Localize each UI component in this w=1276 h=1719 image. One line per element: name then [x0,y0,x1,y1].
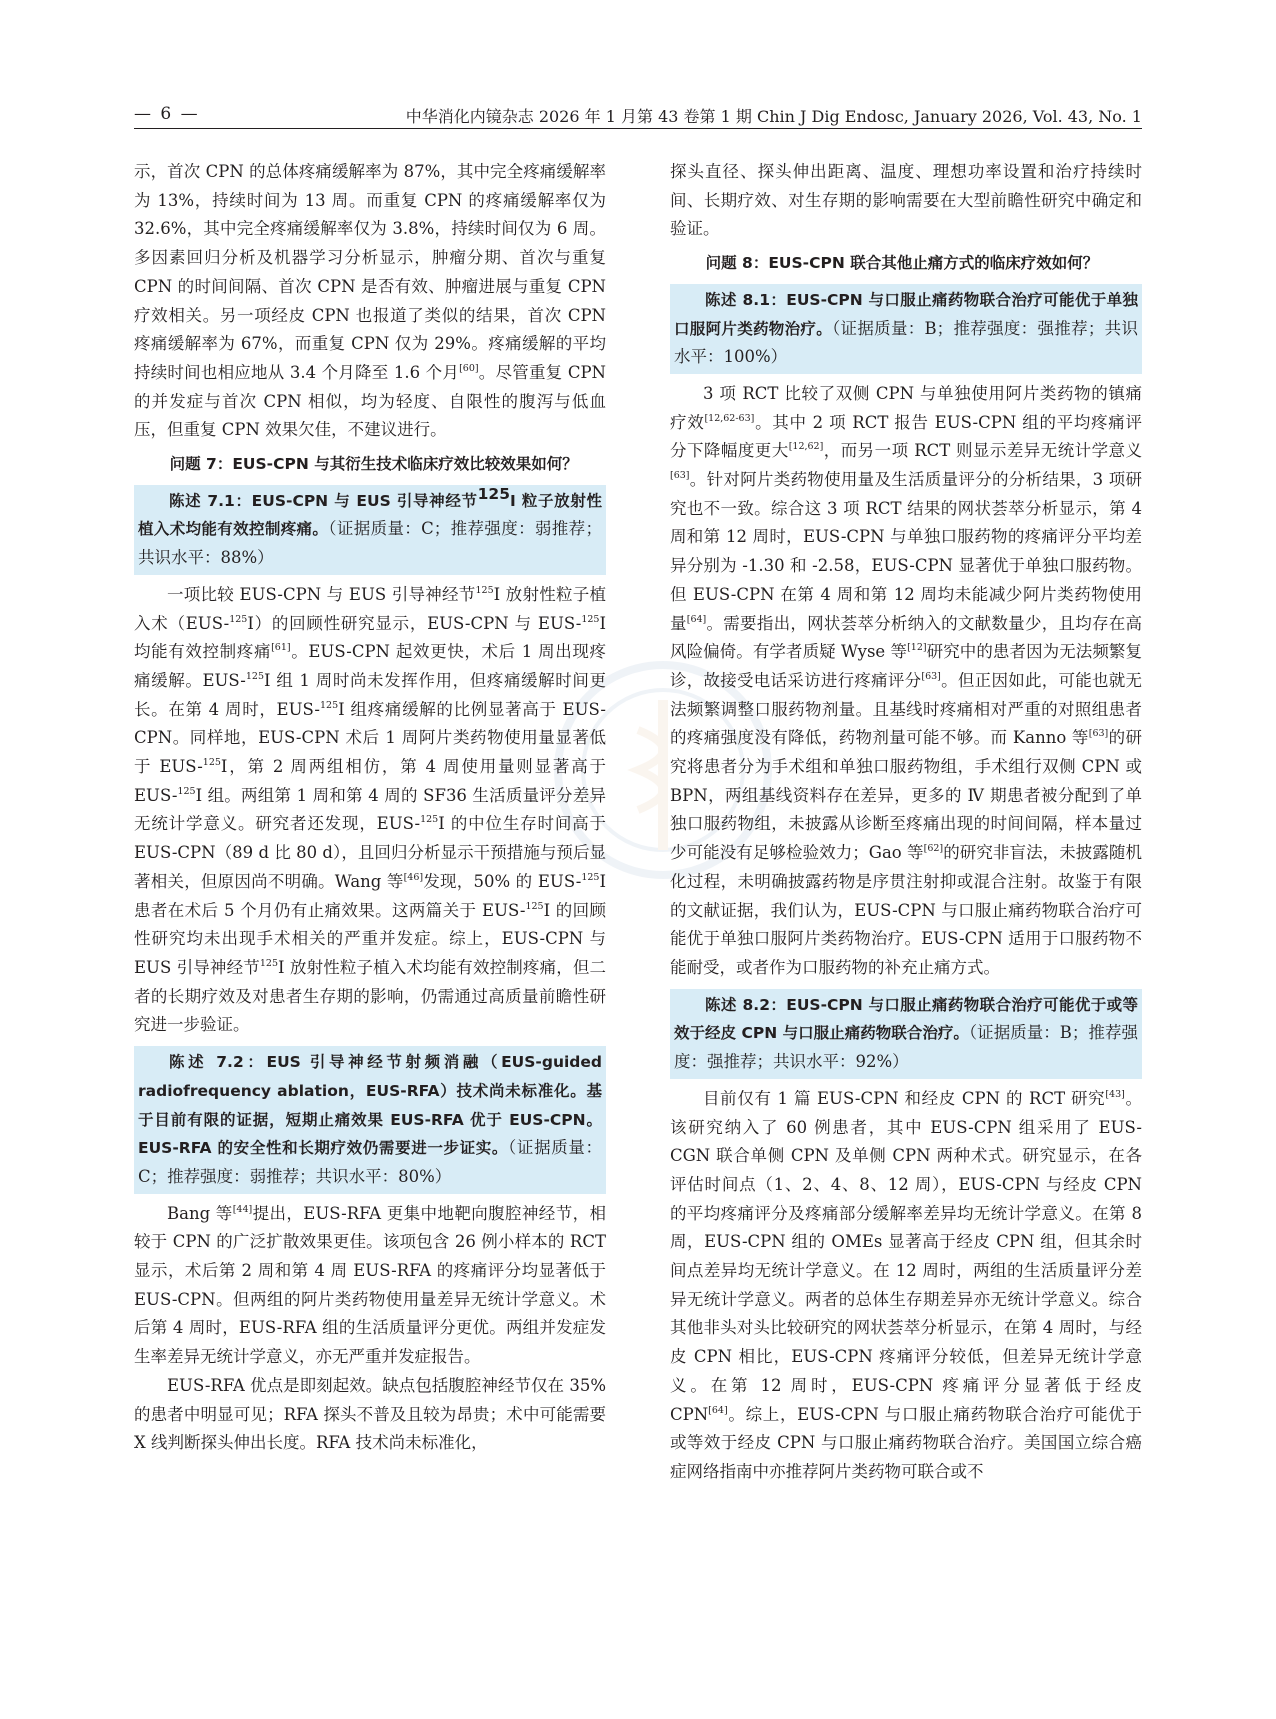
paragraph: 探头直径、探头伸出距离、温度、理想功率设置和治疗持续时间、长期疗效、对生存期的影响需要在大型前瞻性研究中确定和验证。 [670,162,1142,239]
running-header [134,104,1142,126]
statement-8-2-box: 陈述 8.2：EUS-CPN 与口服止痛药物联合治疗可能优于或等效于经皮 CPN 与口服止痛药物联合治疗。（证据质量：B；推荐强度：强推荐；共识水平：92%） [670,989,1142,1079]
journal-citation: 中华消化内镜杂志 2026 年 1 月第 43 卷第 1 期 Chin J Dig Endosc, January 2026, Vol. 43, No. 1 [405,107,1142,126]
paragraph: 3 项 RCT 比较了双侧 CPN 与单独使用阿片类药物的镇痛疗效[12,62-63]。其中 2 项 RCT 报告 EUS-CPN 组的平均疼痛评分下降幅度更大[12,62]，而另一项 RCT 则显示差异无统计学意义[63]。针对阿片类药物使用量及生活质量评分的分析结果，3 项研究也不一致。综合这 3 项 RCT 结果的网状荟萃分析显示，第 4 周和第 12 周时，EUS-CPN 与单独口服药物的疼痛评分平均差异分别为 -1.30 和 -2.58，EUS-CPN 显著优于单独口服药物。但 EUS-CPN 在第 4 周和第 12 周均未能减少阿片类药物使用量[64]。需要指出，网状荟萃分析纳入的文献数量少，且均存在高风险偏倚。有学者质疑 Wyse 等[12]研究中的患者因为无法频繁复诊，故接受电话采访进行疼痛评分[63]。但正因如此，可能也就无法频繁调整口服药物剂量。且基线时疼痛相对严重的对照组患者的疼痛强度没有降低，药物剂量可能不够。而 Kanno 等[63]的研究将患者分为手术组和单独口服药物组，手术组行双侧 CPN 或 BPN，两组基线资料存在差异，更多的 Ⅳ 期患者被分配到了单独口服药物组，未披露从诊断至疼痛出现的时间间隔，样本量过少可能没有足够检验效力；Gao 等[62]的研究非盲法，未披露随机化过程，未明确披露药物是序贯注射抑或混合注射。故鉴于有限的文献证据，我们认为，EUS-CPN 与口服止痛药物联合治疗可能优于单独口服阿片类药物治疗。EUS-CPN 适用于口服药物不能耐受，或者作为口服药物的补充止痛方式。 [670,383,1143,977]
paragraph: Bang 等[44]提出，EUS-RFA 更集中地靶向腹腔神经节，相较于 CPN 的广泛扩散效果更佳。该项包含 26 例小样本的 RCT 显示，术后第 2 周和第 4 周 EUS-RFA 的疼痛评分均显著低于 EUS-CPN。但两组的阿片类药物使用量差异无统计学意义。术后第 4 周时，EUS-RFA 组的生活质量评分更优。两组并发症发生率差异无统计学意义，亦无严重并发症报告。 [134,1203,606,1367]
statement-7-2-box: 陈述 7.2：EUS 引导神经节射频消融（EUS-guided radiofrequency ablation，EUS-RFA）技术尚未标准化。基于目前有限的证据，短期止痛效果 EUS-RFA 优于 EUS-CPN。EUS-RFA 的安全性和长期疗效仍需要进一步证实。（证据质量：C；推荐强度：弱推荐；共识水平：80%） [134,1046,606,1194]
right-column [670,158,1142,1487]
paragraph: EUS-RFA 优点是即刻起效。缺点包括腹腔神经节仅在 35% 的患者中明显可见；RFA 探头不普及且较为昂贵；术中可能需要 X 线判断探头伸出长度。RFA 技术尚未标准化， [134,1375,606,1453]
page-number: — 6 — [134,104,200,124]
paragraph: 目前仅有 1 篇 EUS-CPN 和经皮 CPN 的 RCT 研究[43]。该研究纳入了 60 例患者，其中 EUS-CPN 组采用了 EUS-CGN 联合单侧 CPN 及单侧 CPN 两种术式。研究显示，在各评估时间点（1、2、4、8、12 周），EUS-CPN 与经皮 CPN 的平均疼痛评分及疼痛部分缓解率差异均无统计学意义。在第 8 周，EUS-CPN 组的 OMEs 显著高于经皮 CPN 组，但其余时间点差异均无统计学意义。在 12 周时，两组的生活质量评分差异无统计学意义。两者的总体生存期差异亦无统计学意义。综合其他非头对头比较研究的网状荟萃分析显示，在第 4 周时，与经皮 CPN 相比，EUS-CPN 疼痛评分较低，但差异无统计学意义。在第 12 周时，EUS-CPN 疼痛评分显著低于经皮 CPN[64]。综上，EUS-CPN 与口服止痛药物联合治疗可能优于或等效于经皮 CPN 与口服止痛药物联合治疗。美国国立综合癌症网络指南中亦推荐阿片类药物可联合或不 [670,1088,1143,1481]
statement-8-1-box: 陈述 8.1：EUS-CPN 与口服止痛药物联合治疗可能优于单独口服阿片类药物治疗。（证据质量：B；推荐强度：强推荐；共识水平：100%） [670,284,1142,374]
statement-7-1-box: 陈述 7.1：EUS-CPN 与 EUS 引导神经节$^{125}$I 粒子放射性植入术均能有效控制疼痛。（证据质量：C；推荐强度：弱推荐；共识水平：88%） [134,485,606,575]
question-8-heading: 问题 8：EUS-CPN 联合其他止痛方式的临床疗效如何？ [705,254,1099,273]
left-column [134,158,606,1458]
paragraph: 示，首次 CPN 的总体疼痛缓解率为 87%，其中完全疼痛缓解率为 13%，持续时间为 13 周。而重复 CPN 的疼痛缓解率仅为 32.6%，其中完全疼痛缓解率仅为 3.8%，持续时间仅为 6 周。多因素回归分析及机器学习分析显示，肿瘤分期、首次与重复 CPN 的时间间隔、首次 CPN 是否有效、肿瘤进展与重复 CPN 疗效相关。另一项经皮 CPN 也报道了类似的结果，首次 CPN 疼痛缓解率为 67%，而重复 CPN 仅为 29%。疼痛缓解的平均持续时间也相应地从 3.4 个月降至 1.6 个月[60]。尽管重复 CPN 的并发症与首次 CPN 相似，均为轻度、自限性的腹泻与低血压，但重复 CPN 效果欠佳，不建议进行。 [134,162,606,440]
paragraph: 一项比较 EUS-CPN 与 EUS 引导神经节$^{125}$I 放射性粒子植入术（EUS-$^{125}$I）的回顾性研究显示，EUS-CPN 与 EUS-$^{125}$I 均能有效控制疼痛[61]。EUS-CPN 起效更快，术后 1 周出现疼痛缓解。EUS-$^{125}$I 组 1 周时尚未发挥作用，但疼痛缓解时间更长。在第 4 周时，EUS-$^{125}$I 组疼痛缓解的比例显著高于 EUS-CPN。同样地，EUS-CPN 术后 1 周阿片类药物使用量显著低于 EUS-$^{125}$I，第 2 周两组相仿，第 4 周使用量则显著高于 EUS-$^{125}$I 组。两组第 1 周和第 4 周的 SF36 生活质量评分差异无统计学意义。研究者还发现，EUS-$^{125}$I 的中位生存时间高于 EUS-CPN（89 d 比 80 d），且回归分析显示干预措施与预后显著相关，但原因尚不明确。Wang 等[46]发现，50% 的 EUS-$^{125}$I 患者在术后 5 个月仍有止痛效果。这两篇关于 EUS-$^{125}$I 的回顾性研究均未出现手术相关的严重并发症。综上，EUS-CPN 与 EUS 引导神经节$^{125}$I 放射性粒子植入术均能有效控制疼痛，但二者的长期疗效及对患者生存期的影响，仍需通过高质量前瞻性研究进一步验证。 [134,584,607,1035]
question-7-heading: 问题 7：EUS-CPN 与其衍生技术临床疗效比较效果如何？ [169,455,578,474]
header-rule [134,128,1142,129]
